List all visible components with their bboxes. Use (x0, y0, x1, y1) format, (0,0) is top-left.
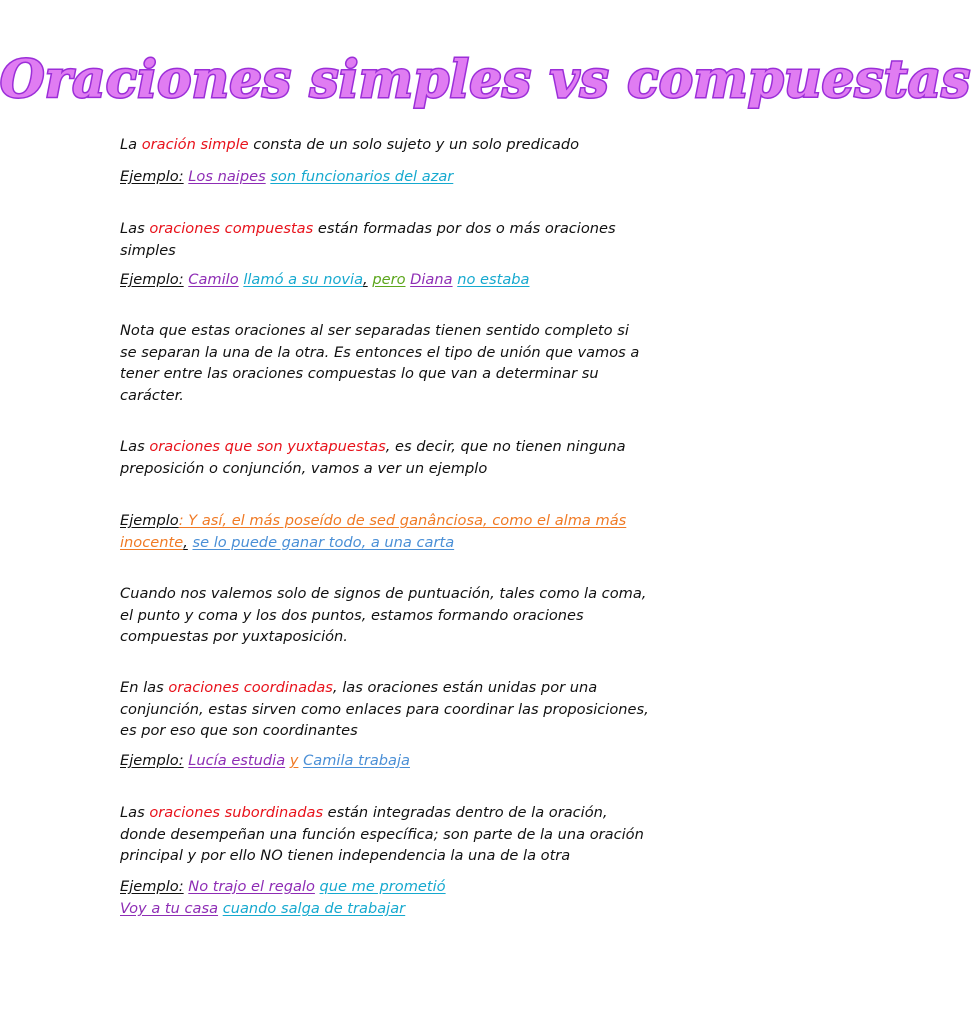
text-segment: consta de un solo sujeto y un solo predicado (248, 136, 580, 153)
text-segment: , las oraciones están unidas por una conjunción, estas sirven como enlaces para coordinar las proposiciones, es por eso que son coordinantes (120, 679, 649, 739)
text-segment: oraciones que son yuxtapuestas (149, 438, 386, 455)
text-segment: oraciones coordinadas (168, 679, 333, 696)
text-segment: Cuando nos valemos solo de signos de puntuación, tales como la coma, el punto y coma y los dos puntos, estamos formando oraciones compuestas por yuxtaposición. (120, 585, 647, 645)
underlined-segment: son funcionarios del azar (270, 168, 454, 185)
text-segment: Las (120, 804, 150, 821)
underlined-segment: Ejemplo: (120, 168, 184, 185)
underlined-segment: Diana (410, 271, 453, 288)
paragraph (120, 677, 650, 742)
underlined-segment: : Y así, el más poseído de sed ganânciosa, como el alma más inocente (120, 512, 627, 551)
paragraph (120, 802, 650, 867)
text-segment: Nota que estas oraciones al ser separadas tienen sentido completo si se separan la una de la otra. Es entonces el tipo de unión que vamos a tener entre las oraciones compuestas lo que van a determinar su carácter. (120, 322, 640, 404)
underlined-segment: Camilo (188, 271, 239, 288)
text-segment: oraciones subordinadas (149, 804, 324, 821)
text-segment: La (120, 136, 142, 153)
paragraph (120, 436, 650, 479)
underlined-segment: no estaba (457, 271, 530, 288)
paragraph (120, 876, 650, 898)
paragraph (120, 510, 650, 553)
text-segment: Las (120, 220, 150, 237)
paragraph (120, 583, 650, 648)
underlined-segment: Ejemplo: (120, 878, 184, 895)
underlined-segment: Camila trabaja (303, 752, 410, 769)
text-segment: oración simple (141, 136, 249, 153)
underlined-segment: pero (372, 271, 406, 288)
underlined-segment: Los naipes (188, 168, 266, 185)
underlined-segment: Ejemplo: (120, 271, 184, 288)
underlined-segment: Ejemplo (120, 512, 179, 529)
underlined-segment: y (289, 752, 299, 769)
paragraph (120, 898, 650, 920)
underlined-segment: , (363, 271, 368, 288)
underlined-segment: se lo puede ganar todo, a una carta (192, 533, 455, 551)
underlined-segment: llamó a su novia (243, 271, 364, 288)
text-segment: En las (120, 679, 169, 696)
underlined-segment: Lucía estudia (188, 752, 286, 769)
underlined-segment: Voy a tu casa (120, 900, 219, 917)
paragraph (120, 166, 650, 188)
paragraph (120, 750, 650, 772)
text-segment: están integradas dentro de la oración, donde desempeñan una función específica; son parte de la una oración principal y por ello NO tienen independencia la una de la otra (120, 804, 644, 864)
paragraph (120, 320, 650, 406)
page-title: Oraciones simples vs compuestas (0, 50, 971, 110)
paragraph (120, 218, 650, 261)
text-segment: oraciones compuestas (149, 220, 314, 237)
text-segment: están formadas por dos o más oraciones simples (120, 220, 616, 259)
underlined-segment: , (183, 533, 188, 551)
paragraph (120, 269, 650, 291)
text-segment: Las (120, 438, 150, 455)
paragraph (120, 134, 650, 156)
underlined-segment: que me prometió (319, 878, 446, 895)
text-segment: , es decir, que no tienen ninguna preposición o conjunción, vamos a ver un ejemplo (120, 438, 626, 477)
underlined-segment: Ejemplo: (120, 752, 184, 769)
underlined-segment: No trajo el regalo (188, 878, 315, 895)
underlined-segment: cuando salga de trabajar (222, 900, 406, 917)
